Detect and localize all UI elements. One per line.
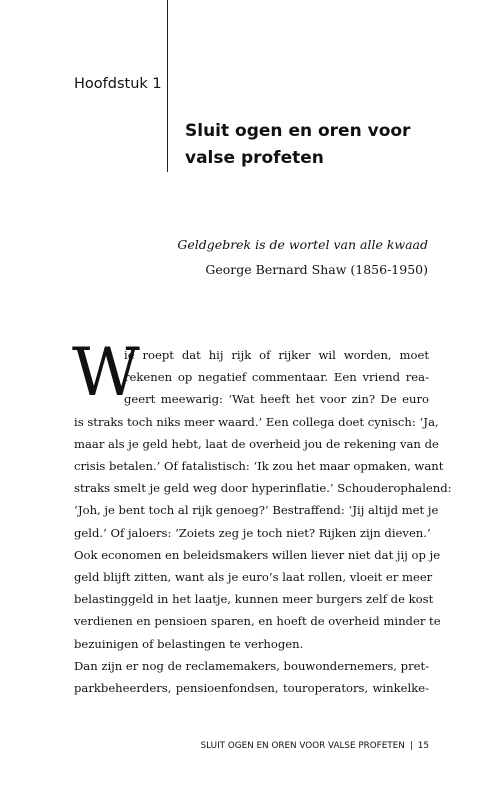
running-title: SLUIT OGEN EN OREN VOOR VALSE PROFETEN [200, 741, 405, 751]
chapter-title [185, 118, 410, 172]
body-line: rekenen op negatief commentaar. Een vriend rea- [124, 370, 429, 385]
body-line: is straks toch niks meer waard.’ Een collega doet cynisch: ‘Ja, [74, 414, 439, 429]
body-text [72, 334, 452, 699]
body-line: crisis betalen.’ Of fatalistisch: ‘Ik zou het maar opmaken, want [74, 459, 444, 474]
drop-cap: W [72, 334, 140, 411]
chapter-title-line-1: Sluit ogen en oren voor [185, 121, 411, 141]
body-line: Dan zijn er nog de reclamemakers, bouwondernemers, pret- [74, 658, 430, 673]
body-line: verdienen en pensioen sparen, en hoeft de overheid minder te [74, 614, 441, 629]
chapter-divider-rule [167, 0, 168, 172]
page-number: 15 [417, 741, 429, 751]
body-line: straks smelt je geld weg door hyperinflatie.’ Schouderophalend: [74, 481, 452, 496]
epigraph [177, 232, 428, 282]
body-line: ‘Joh, je bent toch al rijk genoeg?’ Bestraffend: ‘Jij altijd met je [74, 503, 439, 518]
epigraph-author: George Bernard Shaw (1856-1950) [205, 262, 428, 277]
body-line: parkbeheerders, pensioenfondsen, touroperators, winkelke- [74, 681, 429, 696]
body-line: belastinggeld in het laatje, kunnen meer burgers zelf de kost [74, 592, 434, 607]
body-line: geld blijft zitten, want als je euro’s laat rollen, vloeit er meer [74, 570, 433, 585]
body-line: Ook economen en beleidsmakers willen liever niet dat jij op je [74, 547, 441, 562]
running-footer [201, 741, 429, 751]
body-line: geert meewarig: ‘Wat heeft het voor zin? De euro [124, 392, 429, 407]
footer-separator: | [409, 741, 413, 751]
body-line: maar als je geld hebt, laat de overheid jou de rekening van de [74, 436, 439, 451]
body-line: ie roept dat hij rijk of rijker wil worden, moet [124, 348, 429, 362]
chapter-title-line-2: valse profeten [185, 148, 324, 168]
epigraph-quote: Geldgebrek is de wortel van alle kwaad [177, 237, 428, 252]
chapter-label: Hoofdstuk 1 [74, 76, 162, 92]
body-line: bezuinigen of belastingen te verhogen. [74, 636, 304, 651]
body-line: geld.’ Of jaloers: ‘Zoiets zeg je toch niet? Rijken zijn dieven.’ [74, 525, 431, 540]
